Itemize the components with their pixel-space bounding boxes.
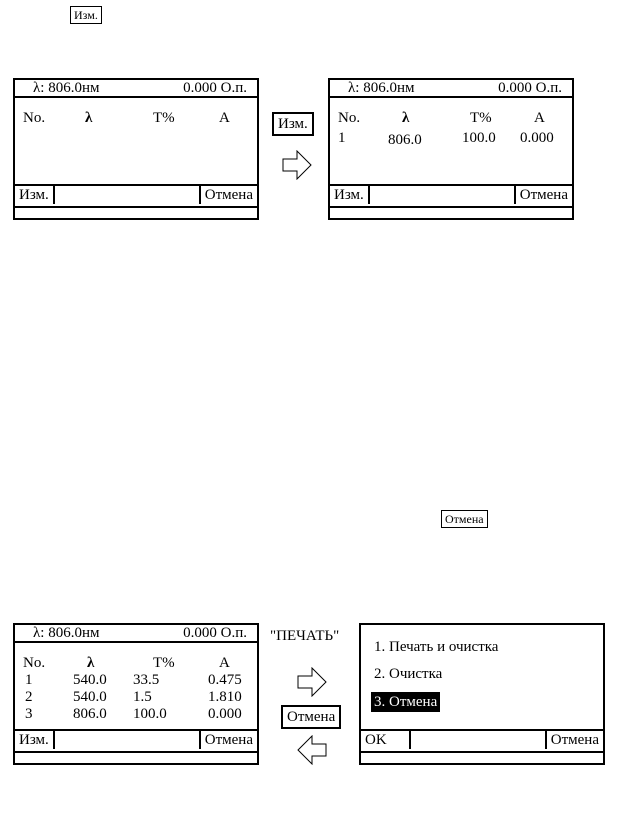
menu-item-clear[interactable]: 2. Очистка — [374, 666, 443, 682]
col-lambda: λ — [87, 655, 95, 671]
col-a: A — [219, 110, 230, 126]
row2-t: 1.5 — [133, 689, 152, 705]
cancel-softkey[interactable]: Отмена — [199, 186, 257, 204]
col-a: A — [219, 655, 230, 671]
ok-softkey[interactable]: OK — [361, 731, 411, 749]
row3-t: 100.0 — [133, 706, 167, 722]
arrow-right-icon — [297, 667, 327, 697]
col-t: T% — [153, 110, 175, 126]
lcd-screen-empty — [13, 78, 259, 220]
absorbance-readout: 0.000 О.п. — [183, 625, 247, 641]
lcd-footer — [330, 184, 572, 206]
row-no: 1 — [338, 130, 346, 146]
edit-key-tag-large: Изм. — [272, 112, 314, 136]
edit-softkey[interactable]: Изм. — [15, 731, 55, 749]
lcd-status-strip — [361, 751, 603, 763]
row1-a: 0.475 — [208, 672, 242, 688]
row-t: 100.0 — [462, 130, 496, 146]
col-no: No. — [23, 110, 46, 126]
lcd-screen-print-menu — [359, 623, 605, 765]
lcd-footer — [15, 729, 257, 751]
row3-no: 3 — [25, 706, 33, 722]
row3-lambda: 806.0 — [73, 706, 107, 722]
lcd-header — [15, 625, 257, 643]
lcd-header — [330, 80, 572, 98]
row1-lambda: 540.0 — [73, 672, 107, 688]
arrow-left-icon — [297, 735, 327, 765]
menu-item-print-clear[interactable]: 1. Печать и очистка — [374, 639, 499, 655]
edit-softkey[interactable]: Изм. — [330, 186, 370, 204]
row-a: 0.000 — [520, 130, 554, 146]
print-caption: "ПЕЧАТЬ" — [270, 628, 340, 644]
cancel-key-tag-large: Отмена — [281, 705, 341, 729]
lcd-footer — [361, 729, 603, 751]
cancel-softkey[interactable]: Отмена — [514, 186, 572, 204]
cancel-key-tag: Отмена — [441, 510, 488, 528]
col-lambda: λ — [402, 110, 410, 126]
col-t: T% — [470, 110, 492, 126]
absorbance-readout: 0.000 О.п. — [183, 80, 247, 96]
row-lambda: 806.0 — [388, 132, 422, 148]
col-no: No. — [23, 655, 46, 671]
wavelength-readout: λ: 806.0нм — [33, 625, 100, 641]
row1-no: 1 — [25, 672, 33, 688]
col-lambda: λ — [85, 110, 93, 126]
row1-t: 33.5 — [133, 672, 160, 688]
col-no: No. — [338, 110, 361, 126]
lcd-screen-table — [13, 623, 259, 765]
wavelength-readout: λ: 806.0нм — [33, 80, 100, 96]
lcd-status-strip — [330, 206, 572, 218]
wavelength-readout: λ: 806.0нм — [348, 80, 415, 96]
menu-item-cancel[interactable]: 3. Отмена — [371, 692, 440, 712]
col-a: A — [534, 110, 545, 126]
edit-key-tag: Изм. — [70, 6, 102, 24]
edit-softkey[interactable]: Изм. — [15, 186, 55, 204]
col-t: T% — [153, 655, 175, 671]
row2-a: 1.810 — [208, 689, 242, 705]
absorbance-readout: 0.000 О.п. — [498, 80, 562, 96]
lcd-screen-one-row — [328, 78, 574, 220]
lcd-status-strip — [15, 206, 257, 218]
lcd-footer — [15, 184, 257, 206]
row2-no: 2 — [25, 689, 33, 705]
row3-a: 0.000 — [208, 706, 242, 722]
arrow-right-icon — [282, 150, 312, 180]
row2-lambda: 540.0 — [73, 689, 107, 705]
cancel-softkey[interactable]: Отмена — [545, 731, 603, 749]
lcd-header — [15, 80, 257, 98]
lcd-status-strip — [15, 751, 257, 763]
cancel-softkey[interactable]: Отмена — [199, 731, 257, 749]
